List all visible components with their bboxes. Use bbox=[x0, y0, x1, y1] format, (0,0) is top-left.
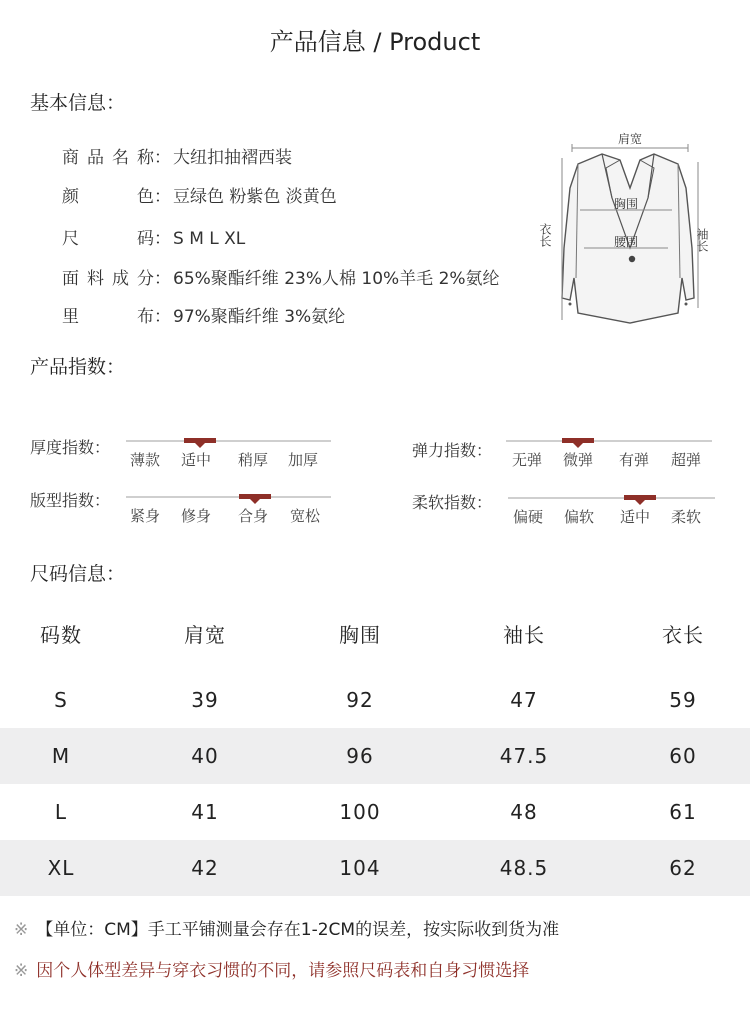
table-cell: 47.5 bbox=[432, 728, 616, 784]
basic-value: 97%聚酯纤维 3%氨纶 bbox=[173, 307, 346, 327]
scale-marker bbox=[184, 438, 216, 443]
basic-label: 里布 bbox=[62, 307, 154, 327]
column-header: 肩宽 bbox=[184, 622, 226, 647]
scale-option: 紧身 bbox=[130, 507, 161, 525]
fit-scale bbox=[126, 493, 331, 543]
table-header-row bbox=[0, 604, 750, 662]
column-header: 衣长 bbox=[662, 622, 704, 647]
scale-line bbox=[506, 440, 712, 442]
table-cell: 104 bbox=[288, 840, 432, 896]
table-cell: 100 bbox=[339, 800, 381, 824]
table-cell: 48 bbox=[510, 800, 538, 824]
table-cell: 48.5 bbox=[432, 840, 616, 896]
diagram-label-waist: 腰围 bbox=[613, 235, 639, 249]
table-row bbox=[0, 728, 750, 784]
scale-option: 有弹 bbox=[619, 451, 650, 469]
table-cell: 42 bbox=[122, 840, 288, 896]
thickness-scale bbox=[126, 437, 331, 487]
basic-value: 大纽扣抽褶西装 bbox=[173, 148, 292, 168]
scale-option: 偏软 bbox=[564, 508, 595, 526]
table-cell: 47 bbox=[510, 688, 538, 712]
scale-marker bbox=[562, 438, 594, 443]
table-cell: L bbox=[54, 800, 68, 824]
softness-label: 柔软指数： bbox=[412, 493, 493, 512]
column-header: 码数 bbox=[40, 622, 82, 647]
table-cell: 39 bbox=[191, 688, 219, 712]
scale-option: 无弹 bbox=[512, 451, 543, 469]
diagram-label-length: 衣长 bbox=[538, 223, 552, 247]
jacket-measurement-diagram bbox=[540, 128, 720, 328]
scale-option: 薄款 bbox=[130, 451, 161, 469]
scale-line bbox=[508, 497, 715, 499]
column-header: 袖长 bbox=[503, 622, 545, 647]
scale-line bbox=[126, 440, 331, 442]
note-unit bbox=[14, 915, 559, 940]
basic-value: 豆绿色 粉紫色 淡黄色 bbox=[173, 187, 337, 207]
table-cell: 59 bbox=[669, 688, 697, 712]
table-cell: M bbox=[0, 728, 122, 784]
scale-marker bbox=[624, 495, 656, 500]
note-text: 因个人体型差异与穿衣习惯的不同，请参照尺码表和自身习惯选择 bbox=[36, 961, 530, 981]
size-table bbox=[0, 604, 750, 896]
scale-option: 适中 bbox=[181, 451, 212, 469]
elasticity-label: 弹力指数： bbox=[412, 441, 493, 460]
basic-row-size: 尺码： S M L XL bbox=[62, 224, 245, 249]
basic-label: 颜色 bbox=[62, 187, 154, 207]
basic-row-color: 颜色： 豆绿色 粉紫色 淡黄色 bbox=[62, 182, 337, 207]
basic-row-lining: 里布： 97%聚酯纤维 3%氨纶 bbox=[62, 302, 345, 327]
elasticity-scale bbox=[506, 437, 712, 487]
softness-scale bbox=[508, 494, 715, 544]
table-cell: 61 bbox=[669, 800, 697, 824]
scale-option: 修身 bbox=[181, 507, 212, 525]
scale-option: 适中 bbox=[620, 508, 651, 526]
basic-label: 面料成分 bbox=[62, 269, 154, 289]
scale-option: 偏硬 bbox=[513, 508, 544, 526]
basic-value: 65%聚酯纤维 23%人棉 10%羊毛 2%氨纶 bbox=[173, 269, 500, 289]
basic-info-heading: 基本信息： bbox=[30, 92, 126, 114]
thickness-label: 厚度指数： bbox=[30, 438, 111, 457]
scale-option: 稍厚 bbox=[238, 451, 269, 469]
table-row bbox=[0, 840, 750, 896]
table-cell: 40 bbox=[122, 728, 288, 784]
scale-option: 合身 bbox=[238, 507, 269, 525]
basic-label: 商品名称 bbox=[62, 148, 154, 168]
scale-option: 超弹 bbox=[671, 451, 702, 469]
basic-value: S M L XL bbox=[173, 229, 246, 249]
basic-label: 尺码 bbox=[62, 229, 154, 249]
table-row bbox=[0, 672, 750, 728]
diagram-label-shoulder: 肩宽 bbox=[617, 132, 643, 146]
column-header: 胸围 bbox=[339, 622, 381, 647]
basic-row-name: 商品名称： 大纽扣抽褶西装 bbox=[62, 143, 292, 168]
diagram-label-chest: 胸围 bbox=[613, 197, 639, 211]
note-fit-advice bbox=[14, 956, 529, 981]
indices-heading: 产品指数： bbox=[30, 356, 126, 378]
fit-label: 版型指数： bbox=[30, 491, 111, 510]
scale-option: 微弹 bbox=[563, 451, 594, 469]
scale-option: 加厚 bbox=[288, 451, 319, 469]
scale-line bbox=[126, 496, 331, 498]
table-cell: 96 bbox=[288, 728, 432, 784]
table-cell: 60 bbox=[616, 728, 750, 784]
scale-marker bbox=[239, 494, 271, 499]
note-text: 【单位：CM】手工平铺测量会存在1-2CM的误差，按实际收到货为准 bbox=[36, 920, 560, 940]
basic-row-fabric: 面料成分： 65%聚酯纤维 23%人棉 10%羊毛 2%氨纶 bbox=[62, 264, 500, 289]
note-mark: ※ bbox=[14, 920, 29, 940]
scale-option: 宽松 bbox=[290, 507, 321, 525]
table-row bbox=[0, 784, 750, 840]
note-mark: ※ bbox=[14, 961, 29, 981]
table-cell: 92 bbox=[346, 688, 374, 712]
diagram-label-sleeve: 袖长 bbox=[695, 228, 709, 252]
sizes-heading: 尺码信息： bbox=[30, 563, 126, 585]
table-cell: 62 bbox=[616, 840, 750, 896]
table-cell: 41 bbox=[191, 800, 219, 824]
scale-option: 柔软 bbox=[671, 508, 702, 526]
table-cell: XL bbox=[0, 840, 122, 896]
page-title: 产品信息 / Product bbox=[269, 28, 481, 56]
table-cell: S bbox=[54, 688, 68, 712]
